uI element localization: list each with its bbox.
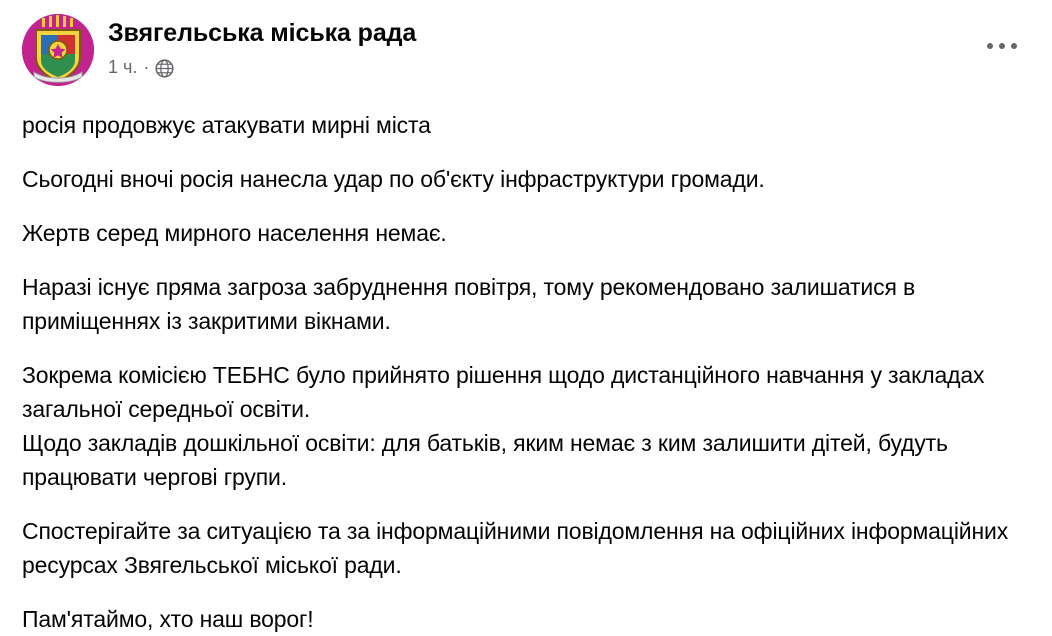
post-paragraph: росія продовжує атакувати мирні міста: [22, 112, 431, 138]
post-paragraph: Сьогодні вночі росія нанесла удар по об'єкту інфраструктури громади.: [22, 166, 765, 192]
post-paragraph: Зокрема комісією ТЕБНС було прийнято рішення щодо дистанційного навчання у закладах загальної середньої освіти.: [22, 362, 985, 422]
post-author-name[interactable]: Звягельська міська рада: [108, 19, 417, 47]
meta-separator: ·: [143, 57, 150, 77]
post-paragraph: Щодо закладів дошкільної освіти: для батьків, яким немає з ким залишити дітей, будуть працювати чергові групи.: [22, 430, 948, 490]
post-header: [22, 14, 1030, 92]
more-dot: [987, 43, 993, 49]
post-meta: [108, 57, 416, 77]
more-dot: [999, 43, 1005, 49]
avatar[interactable]: [22, 14, 94, 86]
more-options-icon[interactable]: [980, 34, 1024, 58]
post-paragraph: Жертв серед мирного населення немає.: [22, 220, 447, 246]
post-author-block: [108, 14, 416, 77]
post-timestamp[interactable]: 1 ч.: [108, 57, 138, 77]
post-paragraph: Пам'ятаймо, хто наш ворог!: [22, 606, 314, 632]
post-paragraph: Спостерігайте за ситуацією та за інформаційними повідомлення на офіційних інформаційних ресурсах Звягельської міської ради.: [22, 518, 1009, 578]
more-dot: [1011, 43, 1017, 49]
post-message: [22, 108, 1030, 636]
globe-icon[interactable]: [155, 59, 174, 78]
post-paragraph: Наразі існує пряма загроза забруднення повітря, тому рекомендовано залишатися в приміщеннях із закритими вікнами.: [22, 274, 916, 334]
